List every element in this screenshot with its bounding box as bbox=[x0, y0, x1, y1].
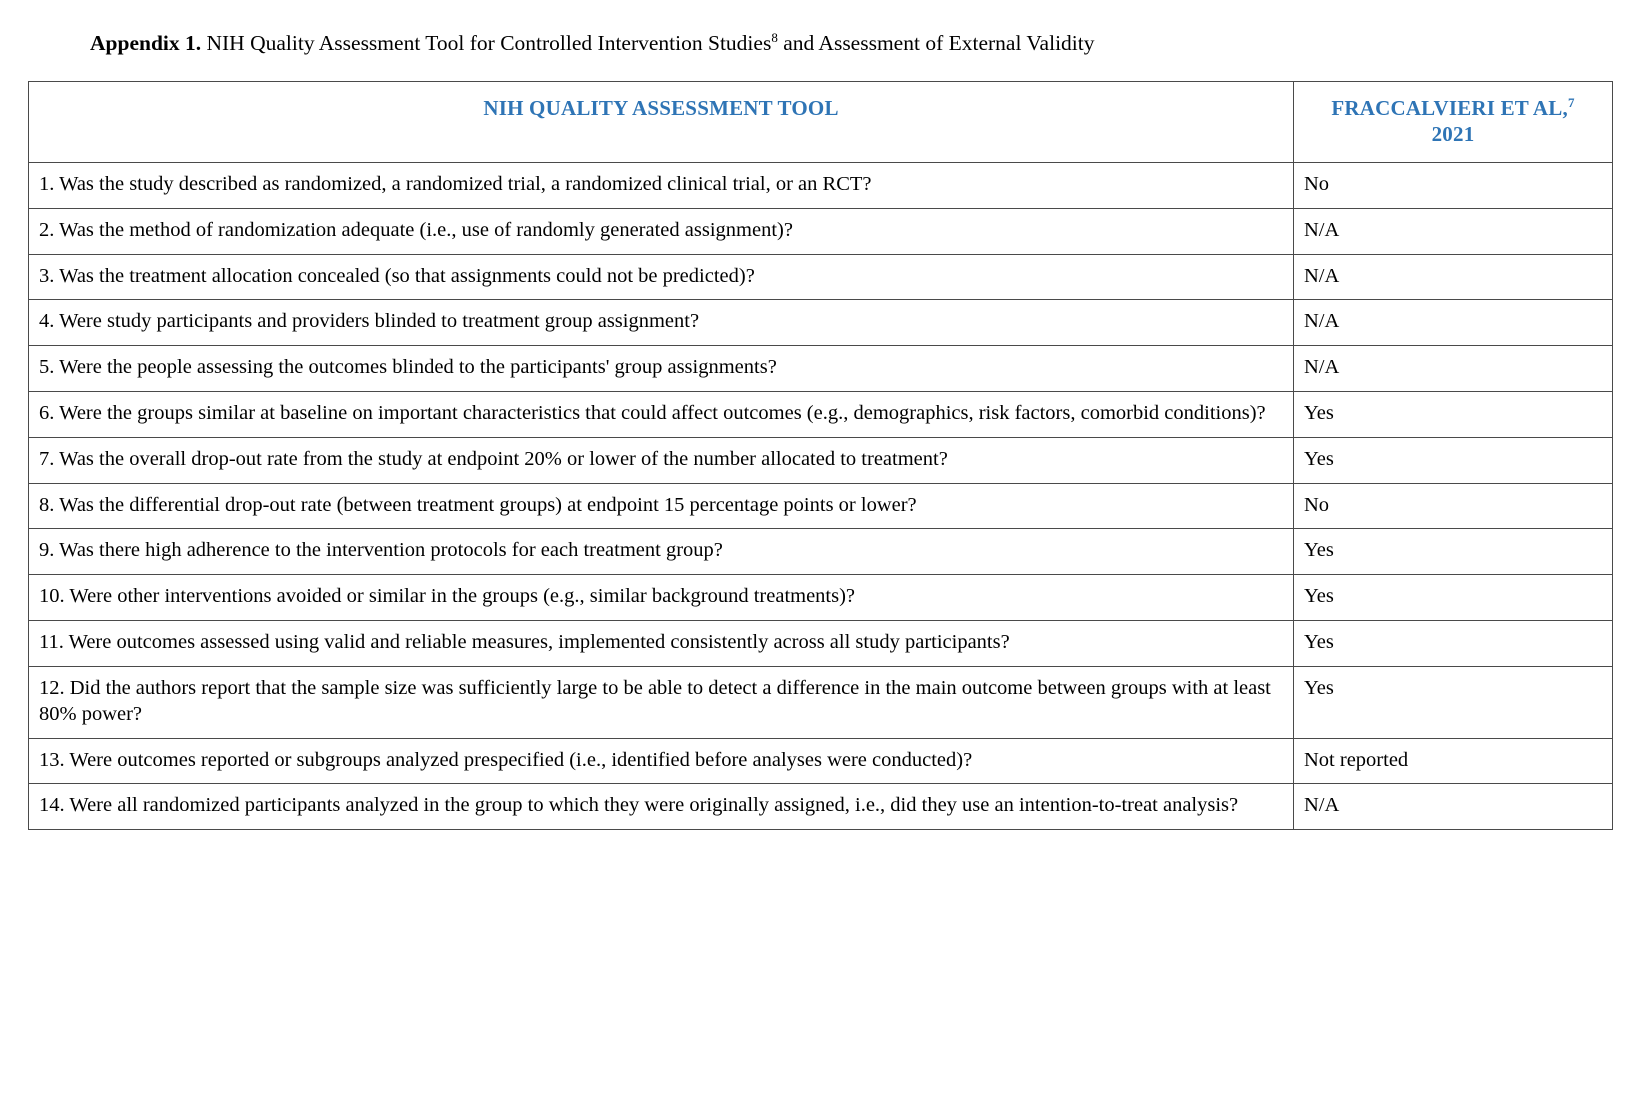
answer-cell: Yes bbox=[1294, 437, 1613, 483]
question-cell: 14. Were all randomized participants analyzed in the group to which they were originally assigned, i.e., did they use an intention-to-treat analysis? bbox=[29, 784, 1294, 830]
caption-superscript-1: 8 bbox=[771, 29, 778, 45]
quality-assessment-table bbox=[28, 81, 1613, 830]
question-cell: 3. Was the treatment allocation concealed (so that assignments could not be predicted)? bbox=[29, 254, 1294, 300]
answer-cell: Yes bbox=[1294, 529, 1613, 575]
header-fraccalvieri-et-al bbox=[1294, 81, 1613, 162]
answer-cell: N/A bbox=[1294, 254, 1613, 300]
question-cell: 7. Was the overall drop-out rate from the study at endpoint 20% or lower of the number allocated to treatment? bbox=[29, 437, 1294, 483]
table-row bbox=[29, 391, 1613, 437]
answer-cell: Not reported bbox=[1294, 738, 1613, 784]
question-cell: 8. Was the differential drop-out rate (between treatment groups) at endpoint 15 percentage points or lower? bbox=[29, 483, 1294, 529]
question-cell: 12. Did the authors report that the sample size was sufficiently large to be able to detect a difference in the main outcome between groups with at least 80% power? bbox=[29, 666, 1294, 738]
header-study-name: FRACCALVIERI ET AL, bbox=[1331, 95, 1568, 120]
table-body bbox=[29, 162, 1613, 829]
header-nih-quality-assessment-tool: NIH QUALITY ASSESSMENT TOOL bbox=[29, 81, 1294, 162]
table-row bbox=[29, 621, 1613, 667]
document-page bbox=[0, 30, 1640, 1112]
question-cell: 6. Were the groups similar at baseline on important characteristics that could affect outcomes (e.g., demographics, risk factors, comorbid conditions)? bbox=[29, 391, 1294, 437]
table-header bbox=[29, 81, 1613, 162]
table-row bbox=[29, 575, 1613, 621]
table-row bbox=[29, 784, 1613, 830]
answer-cell: N/A bbox=[1294, 784, 1613, 830]
question-cell: 4. Were study participants and providers blinded to treatment group assignment? bbox=[29, 300, 1294, 346]
answer-cell: No bbox=[1294, 483, 1613, 529]
answer-cell: N/A bbox=[1294, 346, 1613, 392]
answer-cell: Yes bbox=[1294, 391, 1613, 437]
table-row bbox=[29, 162, 1613, 208]
question-cell: 10. Were other interventions avoided or similar in the groups (e.g., similar background treatments)? bbox=[29, 575, 1294, 621]
question-cell: 1. Was the study described as randomized, a randomized trial, a randomized clinical trial, or an RCT? bbox=[29, 162, 1294, 208]
question-cell: 2. Was the method of randomization adequate (i.e., use of randomly generated assignment)? bbox=[29, 208, 1294, 254]
question-cell: 9. Was there high adherence to the intervention protocols for each treatment group? bbox=[29, 529, 1294, 575]
question-cell: 13. Were outcomes reported or subgroups analyzed prespecified (i.e., identified before analyses were conducted)? bbox=[29, 738, 1294, 784]
table-row bbox=[29, 346, 1613, 392]
table-row bbox=[29, 208, 1613, 254]
answer-cell: Yes bbox=[1294, 575, 1613, 621]
header-study-year: 2021 bbox=[1431, 122, 1475, 147]
caption-text-part1: NIH Quality Assessment Tool for Controlled Intervention Studies bbox=[201, 31, 772, 55]
appendix-caption bbox=[0, 30, 1640, 58]
question-cell: 11. Were outcomes assessed using valid and reliable measures, implemented consistently across all study participants? bbox=[29, 621, 1294, 667]
table-row bbox=[29, 738, 1613, 784]
answer-cell: N/A bbox=[1294, 300, 1613, 346]
caption-label: Appendix 1. bbox=[90, 31, 202, 55]
table-row bbox=[29, 300, 1613, 346]
answer-cell: Yes bbox=[1294, 666, 1613, 738]
table-header-row bbox=[29, 81, 1613, 162]
table-row bbox=[29, 254, 1613, 300]
table-row bbox=[29, 437, 1613, 483]
table-row bbox=[29, 529, 1613, 575]
caption-text-part2: and Assessment of External Validity bbox=[777, 31, 1095, 55]
header-superscript: 7 bbox=[1567, 94, 1575, 110]
answer-cell: N/A bbox=[1294, 208, 1613, 254]
table-row bbox=[29, 666, 1613, 738]
table-row bbox=[29, 483, 1613, 529]
question-cell: 5. Were the people assessing the outcomes blinded to the participants' group assignments? bbox=[29, 346, 1294, 392]
answer-cell: No bbox=[1294, 162, 1613, 208]
answer-cell: Yes bbox=[1294, 621, 1613, 667]
